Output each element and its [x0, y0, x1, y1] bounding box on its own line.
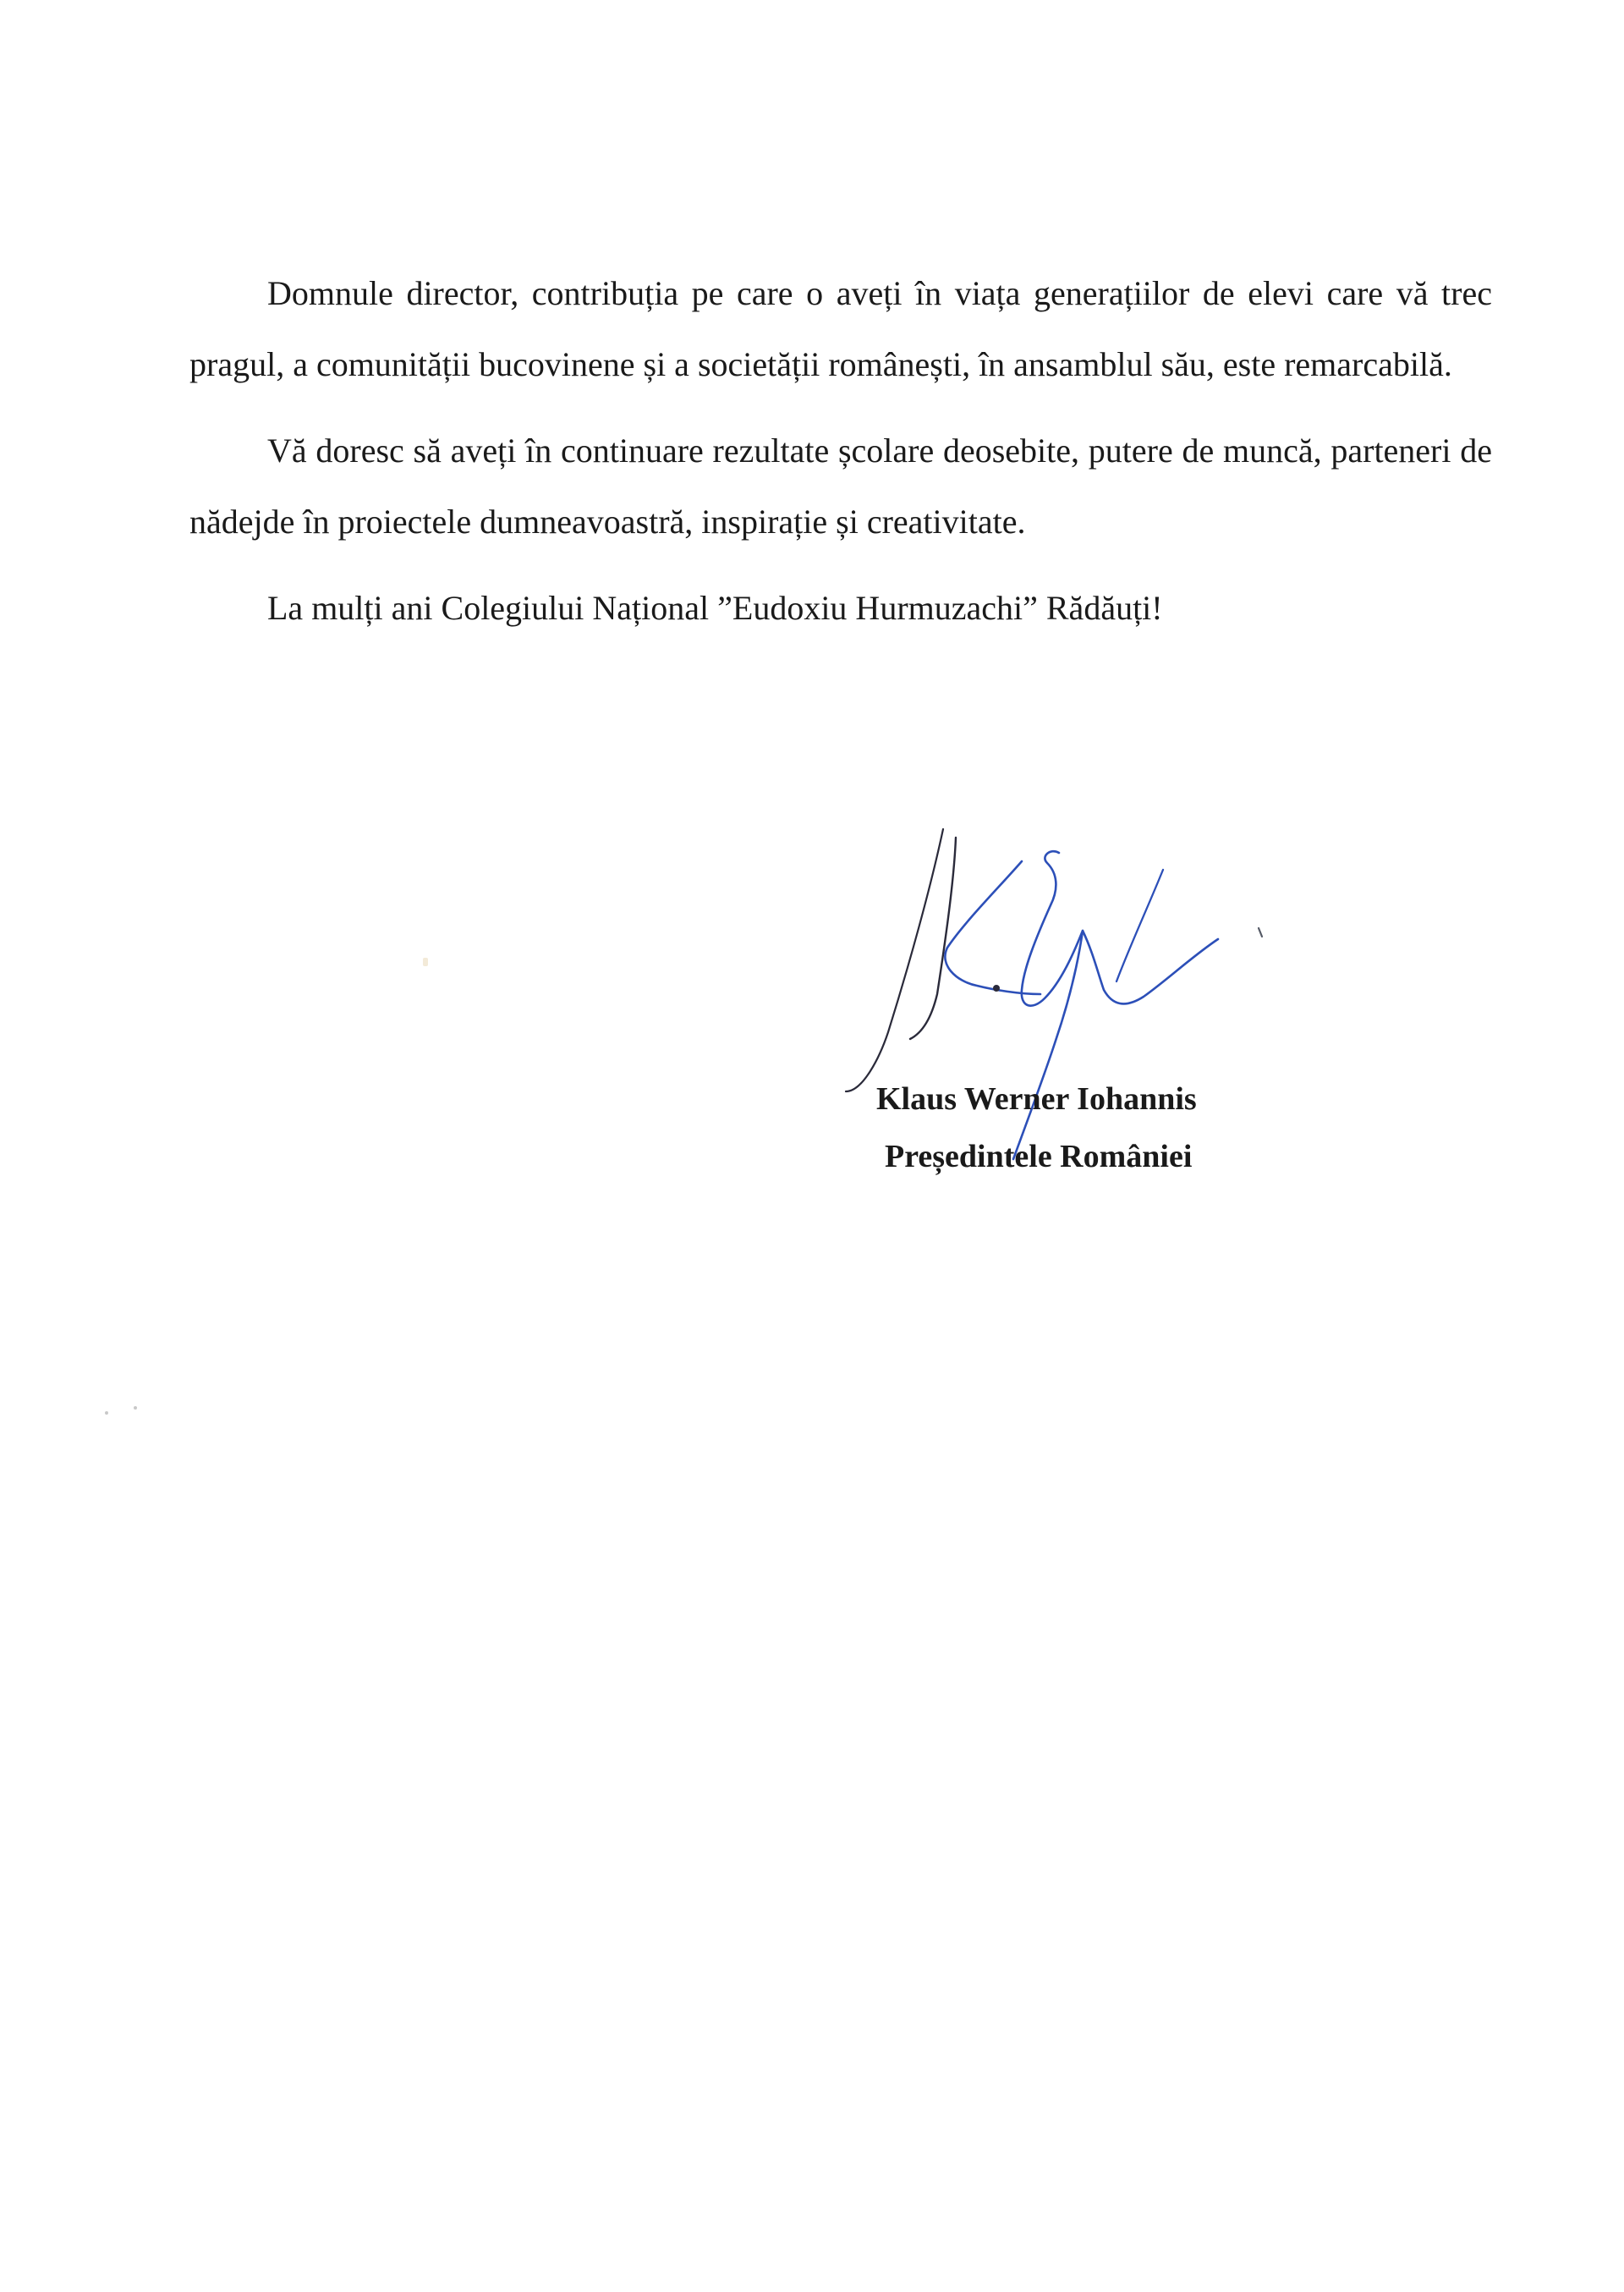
paragraph-wishes: Vă doresc să aveți în continuare rezultate școlare deosebite, putere de muncă, parteneri de nădejde în proiectele dumneavoastră, inspirație și creativitate. — [189, 431, 1492, 541]
paragraph-contribution: Domnule director, contribuția pe care o aveți în viața generațiilor de elevi care vă trec pragul, a comunității bucovinene și a societății românești, în ansamblul său, este remarcabilă. — [189, 274, 1492, 383]
scan-speck — [134, 1406, 137, 1410]
signatory-title: Președintele României — [885, 1139, 1193, 1174]
scan-speck — [105, 1411, 108, 1415]
scan-speck — [423, 958, 428, 966]
paragraph-greeting: La mulți ani Colegiului Național ”Eudoxiu Hurmuzachi” Rădăuți! — [267, 589, 1163, 627]
letter-body — [189, 258, 1492, 659]
signatory-block — [876, 1070, 1197, 1185]
signatory-name: Klaus Werner Iohannis — [876, 1081, 1197, 1117]
